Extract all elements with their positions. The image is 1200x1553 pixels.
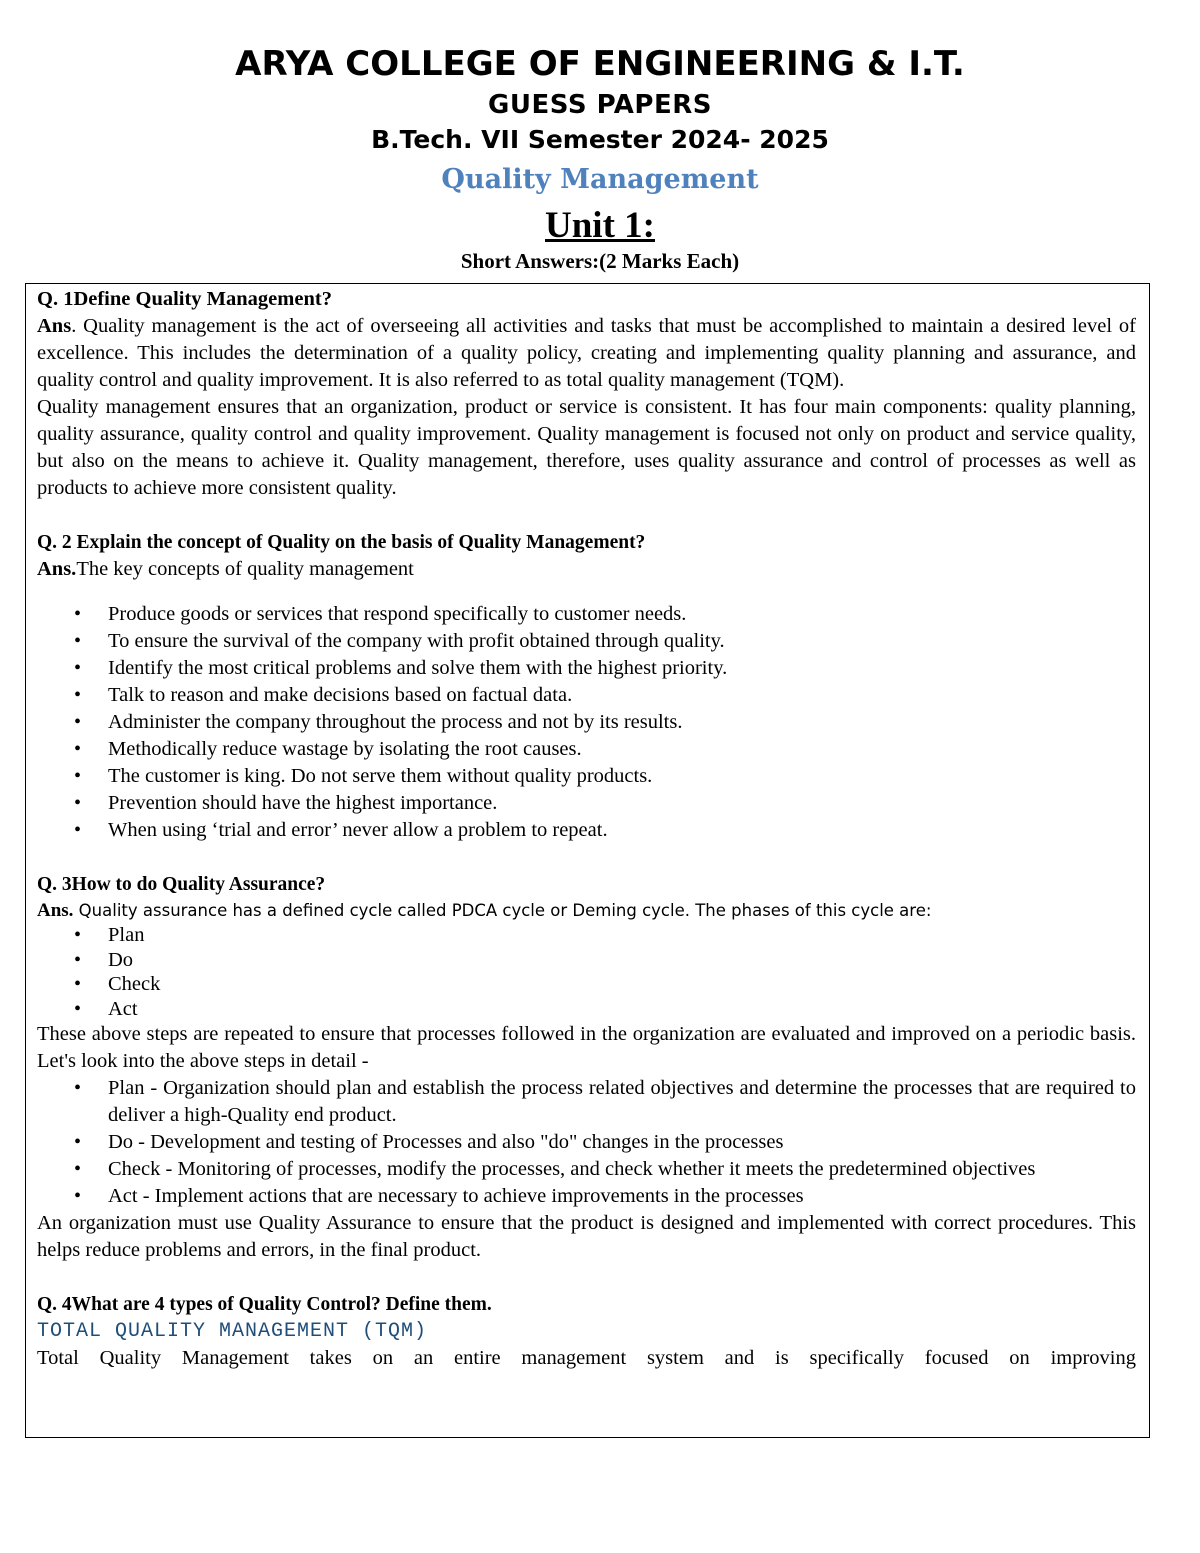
tqm-heading: TOTAL QUALITY MANAGEMENT (TQM) — [37, 1320, 428, 1343]
list-item: • Act - Implement actions that are necessary to achieve improvements in the processes — [108, 1183, 1136, 1210]
answers-box — [25, 283, 1150, 1438]
list-item: • Act — [108, 997, 1136, 1022]
list-item: • The customer is king. Do not serve them without quality products. — [108, 763, 1136, 790]
q2-ans-text: The key concepts of quality management — [76, 558, 414, 580]
q3-para: These above steps are repeated to ensure that processes followed in the organization are evaluated and improved on a periodic basis. Let's look into the above steps in detail - — [37, 1023, 1136, 1072]
section-title: Short Answers:(2 Marks Each) — [460, 249, 740, 273]
list-item: • Plan - Organization should plan and establish the process related objectives and determine the processes that are required to deliver a high-Quality end product. — [108, 1075, 1136, 1129]
list-item: • Methodically reduce wastage by isolating the root causes. — [108, 736, 1136, 763]
list-item: • Talk to reason and make decisions based on factual data. — [108, 682, 1136, 709]
q3-detail-list — [37, 1075, 1136, 1210]
list-item: • When using ‘trial and error’ never allow a problem to repeat. — [108, 817, 1136, 844]
q4-question: Q. 4What are 4 types of Quality Control? Define them. — [37, 1294, 492, 1315]
q2-answer — [37, 556, 1136, 583]
list-item: • To ensure the survival of the company with profit obtained through quality. — [108, 628, 1136, 655]
q3-ans-text: Quality assurance has a defined cycle called PDCA cycle or Deming cycle. The phases of this cycle are: — [73, 901, 932, 920]
unit-title: Unit 1: — [545, 205, 655, 246]
semester-title: B.Tech. VII Semester 2024- 2025 — [371, 125, 829, 154]
q2-ans-label: Ans. — [37, 558, 77, 580]
q1-answer — [37, 313, 1136, 394]
q1-ans-label: Ans — [37, 315, 72, 337]
college-name: ARYA COLLEGE OF ENGINEERING & I.T. — [235, 44, 965, 84]
q3-phase-list — [37, 923, 1136, 1021]
q1-para2: Quality management ensures that an organization, product or service is consistent. It has four main components: quality planning, quality assurance, quality control and quality improvement. Quality management is focused not only on product and service quality, but also on the means to achieve it. Quality management, therefore, uses quality assurance and control of processes as well as products to achieve more consistent quality. — [37, 396, 1136, 499]
subject-title: Quality Management — [441, 164, 759, 195]
list-item: • Check - Monitoring of processes, modify the processes, and check whether it meets the predetermined objectives — [108, 1156, 1136, 1183]
q4-text: Total Quality Management takes on an entire management system and is specifically focused on improving — [37, 1347, 1136, 1369]
list-item: • Identify the most critical problems and solve them with the highest priority. — [108, 655, 1136, 682]
q2-question: Q. 2 Explain the concept of Quality on the basis of Quality Management? — [37, 532, 646, 553]
list-item: • Do - Development and testing of Processes and also "do" changes in the processes — [108, 1129, 1136, 1156]
list-item: • Administer the company throughout the process and not by its results. — [108, 709, 1136, 736]
q3-answer — [37, 898, 1136, 923]
q3-question: Q. 3How to do Quality Assurance? — [37, 874, 326, 895]
guess-papers-title: GUESS PAPERS — [488, 90, 712, 120]
list-item: • Plan — [108, 923, 1136, 948]
q1-ans-text: . Quality management is the act of overseeing all activities and tasks that must be accomplished to maintain a desired level of excellence. This includes the determination of a quality policy, creating and implementing quality planning and assurance, and quality control and quality improvement. It is also referred to as total quality management (TQM). — [37, 315, 1136, 391]
list-item: • Check — [108, 972, 1136, 997]
q2-bullet-list — [37, 601, 1136, 844]
q3-closing: An organization must use Quality Assurance to ensure that the product is designed and implemented with correct procedures. This helps reduce problems and errors, in the final product. — [37, 1212, 1136, 1261]
list-item: • Produce goods or services that respond specifically to customer needs. — [108, 601, 1136, 628]
q3-ans-label: Ans. — [37, 900, 74, 921]
q1-question: Q. 1Define Quality Management? — [37, 288, 332, 310]
list-item: • Prevention should have the highest importance. — [108, 790, 1136, 817]
list-item: • Do — [108, 948, 1136, 973]
